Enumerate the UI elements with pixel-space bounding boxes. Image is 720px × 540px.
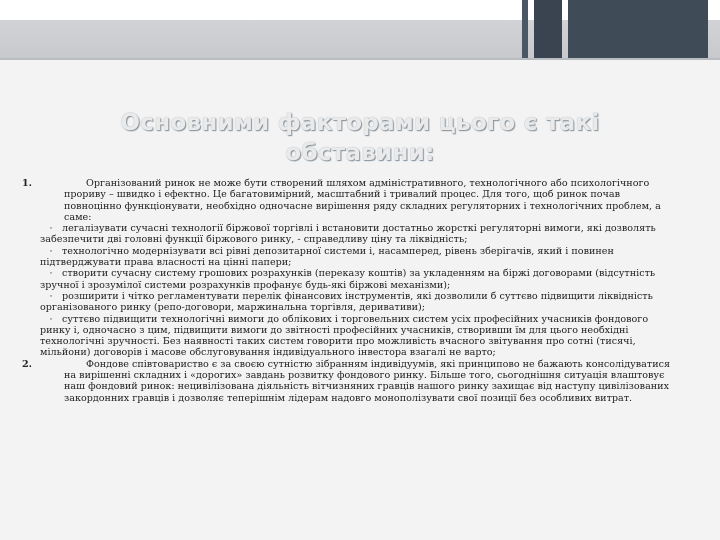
bullet-text: технологічно модернізувати всі рівні депозитарної системи і, насамперед, рівень зберігачів, який і повинен підтверджувати права власності на цінні папери; (40, 245, 614, 269)
bullet-dot: · (49, 313, 53, 325)
bullet-text: легалізувати сучасні технології біржової торгівлі і встановити достатньо жорсткі регуляторні вимоги, які дозволять забезпечити дві головні функції біржового ринку, - справедливу ціну та ліквідність; (40, 223, 656, 246)
bullet-dot: · (49, 245, 53, 257)
header-decor-blocks (516, 0, 708, 58)
slide-footer-space (0, 520, 720, 540)
bullet-dot: · (49, 223, 53, 235)
header-block (522, 0, 528, 58)
slide-title-line2: обставини: (285, 140, 435, 166)
bullet-text: розширити і чітко регламентувати перелік фінансових інструментів, які дозволили б суттєво підвищити ліквідність організованого ринку (репо-договори, маржинальна торгівля, деривативи); (40, 290, 653, 314)
slide-body (22, 178, 680, 404)
list-bullet (40, 246, 680, 269)
list-bullet (40, 223, 680, 246)
slide-title-line1: Основними факторами цього є такі (120, 110, 600, 136)
bullet-text: суттєво підвищити технологічні вимоги до облікових і торговельних систем усіх професійних учасників фондового ринку і, одночасно з цим, підвищити вимоги до звітності професійних учасників, створивши їм для цього необхідні технологічні зручності. Без наявності таких систем говорити про можливість вчасного звітування про сотні (тисячі, мільйони) договорів і масове обслуговування індивідуального інвестора взагалі не варто; (40, 313, 649, 359)
list-item (22, 358, 680, 404)
top-header-bar (0, 0, 720, 58)
bullet-dot: · (49, 290, 53, 302)
bullet-text: створити сучасну систему грошових розрахунків (переказу коштів) за укладенням на біржі договорами (відсутність зручної і зрозумілої системи розрахунків профанує будь-які біржові механізми); (40, 268, 656, 291)
list-number: 2. (22, 358, 33, 370)
header-divider (0, 58, 720, 60)
list-item-text: Організований ринок не може бути створений шляхом адміністративного, технологічного або психологічного прориву – швидко і ефектно. Це багатовимірний, масштабний і тривалий процес. Для того, щоб ринок почав повноцінно функціонувати, необхідно одночасне вирішення ряду складних регуляторних і технологічних проблем, а саме: (64, 178, 661, 223)
header-block (568, 0, 708, 58)
list-item-text: Фондове співтовариство є за своєю сутністю зібранням індивідуумів, які принципово не бажають консолідуватися на вирішенні складних і «дорогих» завдань розвитку фондового ринку. Більше того, сьогоднішня ситуація влаштовує наш фондовий ринок: нецивілізована діяльність вітчизняних гравців нашого ринку захищає від наступу цивілізованих закордонних гравців і дозволяє теперішнім лідерам надовго монополізувати свої позиції без особливих витрат. (64, 358, 671, 404)
list-bullet (40, 314, 680, 359)
list-number: 1. (22, 178, 33, 189)
list-bullet (40, 291, 680, 314)
list-bullet (40, 268, 680, 291)
list-item (22, 178, 680, 359)
slide-title (60, 108, 660, 168)
bullet-dot: · (49, 268, 53, 280)
header-block (534, 0, 562, 58)
